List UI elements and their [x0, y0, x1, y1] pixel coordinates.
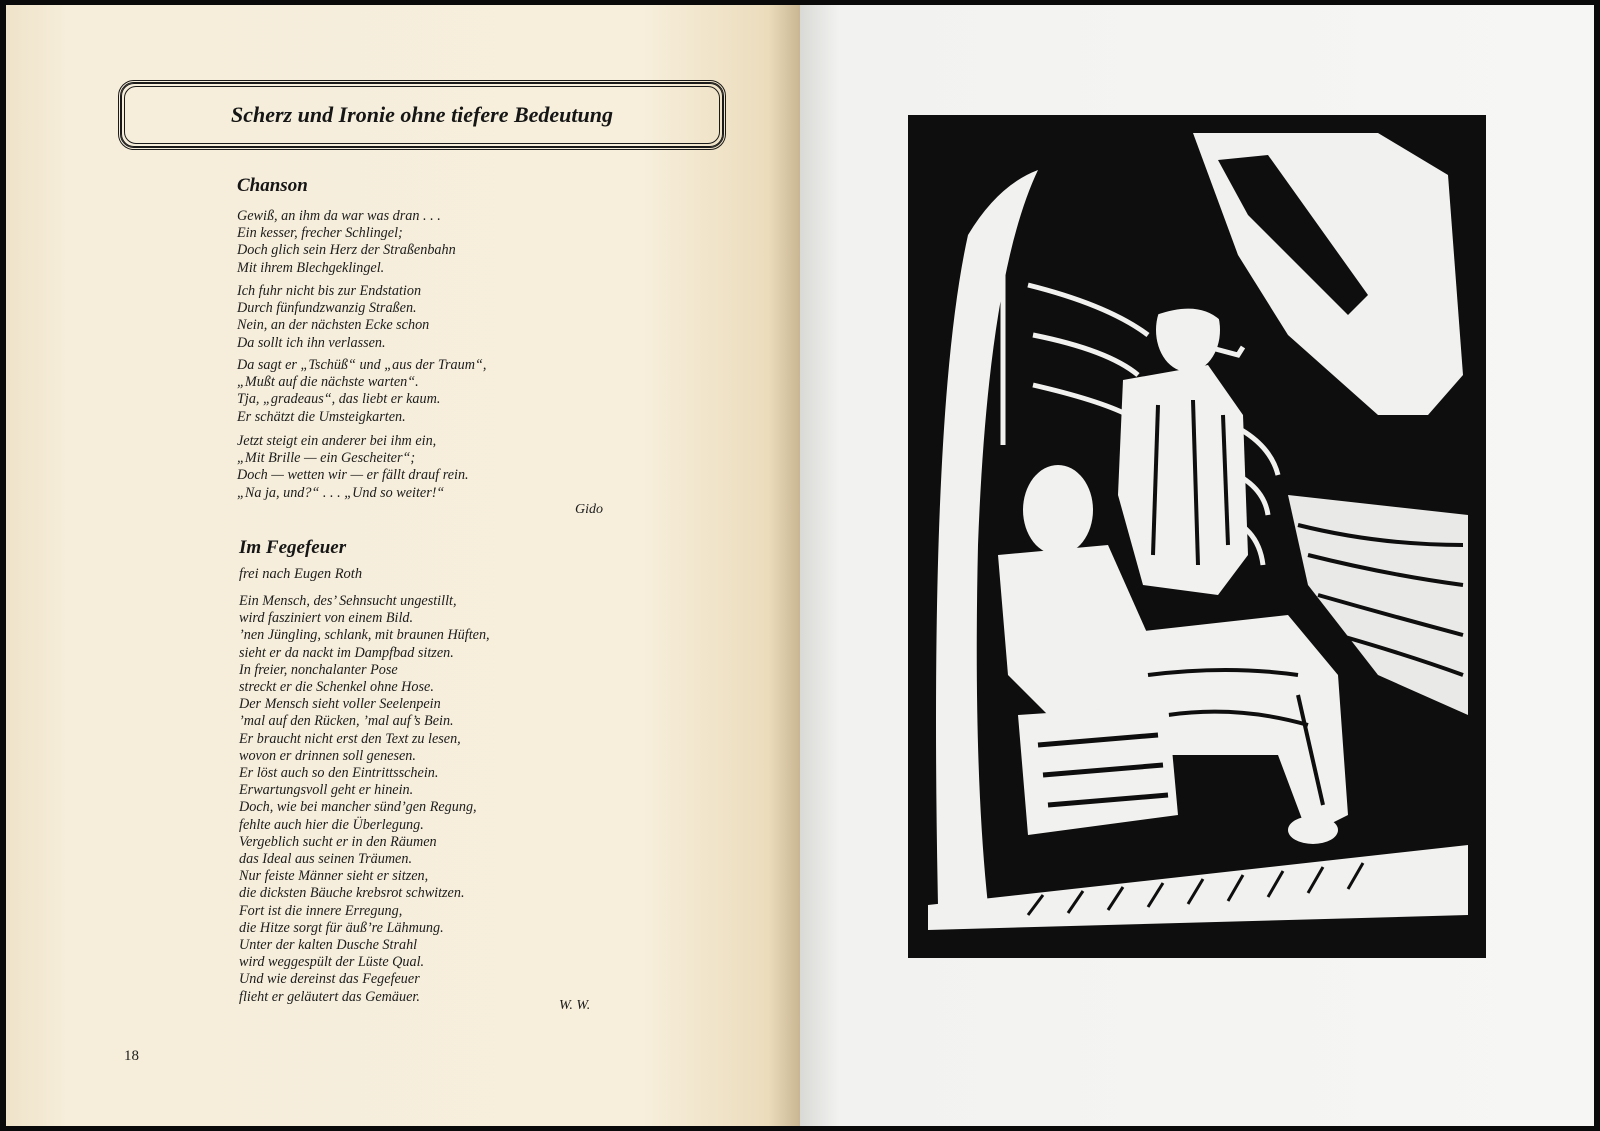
poem-line: Ein Mensch, des’ Sehnsucht ungestillt,	[239, 593, 457, 609]
section-title: Scherz und Ironie ohne tiefere Bedeutung	[231, 102, 613, 127]
poem-line: wird weggespült der Lüste Qual.	[239, 954, 425, 971]
seated-figure-head	[1023, 465, 1093, 555]
page-number: 18	[124, 1048, 139, 1064]
poem-line: Da sagt er „Tschüß“ und „aus der Traum“,	[237, 357, 487, 373]
artist-signature: LOEHR	[930, 906, 1013, 931]
poem-line: Nur feiste Männer sieht er sitzen,	[239, 868, 429, 885]
poem-line: Er braucht nicht erst den Text zu lesen,	[239, 730, 461, 747]
section-title-frame	[118, 80, 726, 150]
poem-line: das Ideal aus seinen Träumen.	[239, 851, 412, 868]
poem-line: ’nen Jüngling, schlank, mit braunen Hüften,	[239, 627, 490, 644]
woodcut-illustration	[908, 115, 1486, 958]
poem-line: Mit ihrem Blechgeklingel.	[237, 259, 385, 276]
poem-line: Doch, wie bei mancher sünd’gen Regung,	[239, 799, 477, 816]
shoe	[1288, 816, 1338, 844]
poem-title-chanson: Chanson	[237, 175, 308, 196]
poem-line: wovon er drinnen soll genesen.	[239, 747, 416, 764]
poem-line: Unter der kalten Dusche Strahl	[239, 937, 418, 954]
poem-line: Nein, an der nächsten Ecke schon	[237, 317, 430, 334]
poem-line: wird fasziniert von einem Bild.	[239, 610, 414, 627]
poem-author-ww: W. W.	[559, 998, 591, 1013]
poem-line: die dicksten Bäuche krebsrot schwitzen.	[239, 885, 465, 902]
poem-line: Doch glich sein Herz der Straßenbahn	[237, 242, 456, 259]
poem-subtitle: frei nach Eugen Roth	[239, 566, 363, 582]
poem-title-fegefeuer: Im Fegefeuer	[239, 537, 347, 558]
left-page	[6, 5, 800, 1126]
poem-line: Und wie dereinst das Fegefeuer	[239, 971, 420, 988]
poem-author-gido: Gido	[575, 502, 603, 517]
poem-line: Der Mensch sieht voller Seelenpein	[239, 696, 441, 713]
fegefeuer-poem-body	[239, 593, 490, 1006]
poem-line: „Mußt auf die nächste warten“.	[237, 374, 419, 391]
poem-line: Da sollt ich ihn verlassen.	[237, 334, 386, 351]
poem-line: Erwartungsvoll geht er hinein.	[239, 782, 414, 799]
poem-line: Er schätzt die Umsteigkarten.	[237, 408, 406, 425]
poem-line: ’mal auf den Rücken, ’mal auf’s Bein.	[239, 713, 454, 730]
poem-line: streckt er die Schenkel ohne Hose.	[239, 679, 434, 696]
poem-line: Durch fünfundzwanzig Straßen.	[237, 300, 417, 317]
chanson-stanza-1	[237, 208, 456, 277]
poem-line: Gewiß, an ihm da war was dran . . .	[237, 208, 441, 224]
poem-line: Er löst auch so den Eintrittsschein.	[239, 765, 439, 782]
chanson-stanza-2	[237, 283, 429, 352]
poem-line: In freier, nonchalanter Pose	[239, 661, 398, 678]
poem-line: flieht er geläutert das Gemäuer.	[239, 988, 420, 1005]
poem-line: „Na ja, und?“ . . . „Und so weiter!“	[237, 484, 445, 501]
poem-line: „Mit Brille — ein Gescheiter“;	[237, 450, 416, 467]
poem-line: Vergeblich sucht er in den Räumen	[239, 833, 437, 850]
poem-line: Doch — wetten wir — er fällt drauf rein.	[237, 467, 469, 484]
poem-line: fehlte auch hier die Überlegung.	[239, 816, 424, 833]
poem-line: Ich fuhr nicht bis zur Endstation	[237, 283, 422, 299]
poem-line: Ein kesser, frecher Schlingel;	[237, 225, 403, 242]
chanson-stanza-4	[237, 433, 469, 502]
chanson-stanza-3	[237, 357, 486, 426]
poem-line: sieht er da nackt im Dampfbad sitzen.	[239, 644, 454, 661]
poem-line: Jetzt steigt ein anderer bei ihm ein,	[237, 433, 437, 449]
poem-line: die Hitze sorgt für äuß’re Lähmung.	[239, 919, 444, 936]
standing-figure-shirt	[1118, 365, 1248, 595]
poem-line: Tja, „gradeaus“, das liebt er kaum.	[237, 391, 441, 408]
poem-line: Fort ist die innere Erregung,	[239, 902, 403, 919]
